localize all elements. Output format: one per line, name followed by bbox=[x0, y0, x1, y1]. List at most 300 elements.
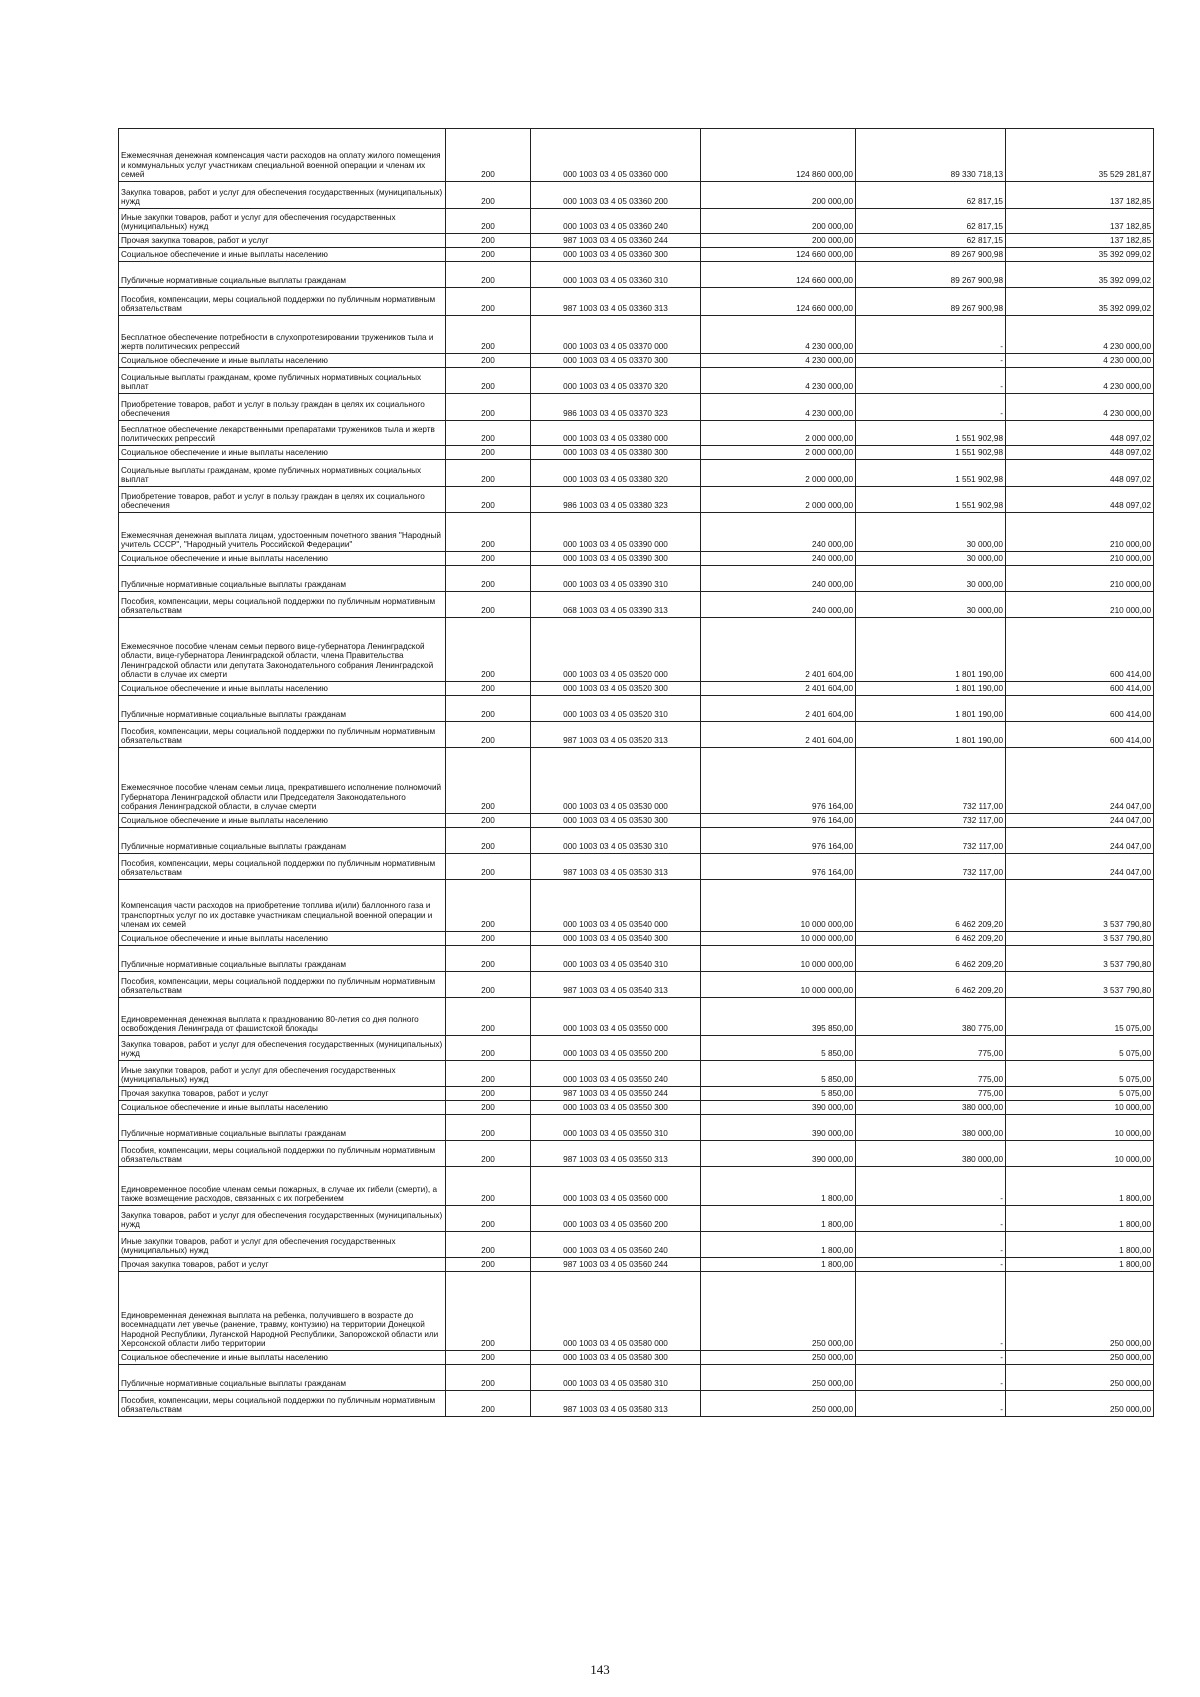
remaining-amount: 210 000,00 bbox=[1006, 592, 1154, 618]
row-name: Публичные нормативные социальные выплаты гражданам bbox=[119, 828, 446, 854]
table-row bbox=[119, 1141, 1154, 1167]
table-row bbox=[119, 1167, 1154, 1206]
approved-amount: 10 000 000,00 bbox=[701, 880, 856, 932]
line-code: 200 bbox=[446, 814, 531, 828]
table-row bbox=[119, 446, 1154, 460]
remaining-amount: 448 097,02 bbox=[1006, 446, 1154, 460]
budget-classification-code: 000 1003 03 4 05 03520 310 bbox=[531, 696, 701, 722]
table-row bbox=[119, 566, 1154, 592]
approved-amount: 10 000 000,00 bbox=[701, 932, 856, 946]
table-row bbox=[119, 1061, 1154, 1087]
remaining-amount: 35 392 099,02 bbox=[1006, 248, 1154, 262]
table-body bbox=[119, 129, 1154, 1417]
row-name: Публичные нормативные социальные выплаты гражданам bbox=[119, 1365, 446, 1391]
budget-classification-code: 000 1003 03 4 05 03560 200 bbox=[531, 1206, 701, 1232]
executed-amount: 1 801 190,00 bbox=[856, 618, 1006, 682]
approved-amount: 240 000,00 bbox=[701, 552, 856, 566]
executed-amount: 89 330 718,13 bbox=[856, 129, 1006, 182]
approved-amount: 124 660 000,00 bbox=[701, 288, 856, 316]
report-sheet bbox=[118, 128, 1154, 1417]
remaining-amount: 600 414,00 bbox=[1006, 618, 1154, 682]
executed-amount: 732 117,00 bbox=[856, 854, 1006, 880]
row-name: Социальное обеспечение и иные выплаты населению bbox=[119, 1351, 446, 1365]
line-code: 200 bbox=[446, 1036, 531, 1061]
row-name: Компенсация части расходов на приобретение топлива и(или) баллонного газа и транспортных услуг по их доставке участникам специальной военной операции и членам их семей bbox=[119, 880, 446, 932]
approved-amount: 124 660 000,00 bbox=[701, 262, 856, 288]
executed-amount: - bbox=[856, 1365, 1006, 1391]
remaining-amount: 5 075,00 bbox=[1006, 1061, 1154, 1087]
line-code: 200 bbox=[446, 262, 531, 288]
approved-amount: 390 000,00 bbox=[701, 1115, 856, 1141]
executed-amount: 1 551 902,98 bbox=[856, 446, 1006, 460]
budget-classification-code: 000 1003 03 4 05 03550 310 bbox=[531, 1115, 701, 1141]
approved-amount: 240 000,00 bbox=[701, 592, 856, 618]
table-row bbox=[119, 998, 1154, 1036]
row-name: Единовременная денежная выплата на ребенка, получившего в возрасте до восемнадцати лет увечье (ранение, травму, контузию) на территории Донецкой Народной Республики, Луганской Народной Республики, Запорожской области или Херсонской области либо территории bbox=[119, 1272, 446, 1351]
remaining-amount: 448 097,02 bbox=[1006, 421, 1154, 446]
budget-classification-code: 000 1003 03 4 05 03360 310 bbox=[531, 262, 701, 288]
row-name: Единовременная денежная выплата к празднованию 80-летия со дня полного освобождения Ленинграда от фашистской блокады bbox=[119, 998, 446, 1036]
row-name: Пособия, компенсации, меры социальной поддержки по публичным нормативным обязательствам bbox=[119, 722, 446, 748]
table-row bbox=[119, 814, 1154, 828]
budget-classification-code: 986 1003 03 4 05 03370 323 bbox=[531, 394, 701, 421]
remaining-amount: 250 000,00 bbox=[1006, 1391, 1154, 1417]
line-code: 200 bbox=[446, 288, 531, 316]
budget-classification-code: 000 1003 03 4 05 03370 300 bbox=[531, 354, 701, 368]
budget-classification-code: 000 1003 03 4 05 03360 300 bbox=[531, 248, 701, 262]
budget-execution-table bbox=[118, 128, 1154, 1417]
executed-amount: 89 267 900,98 bbox=[856, 248, 1006, 262]
line-code: 200 bbox=[446, 1115, 531, 1141]
row-name: Пособия, компенсации, меры социальной поддержки по публичным нормативным обязательствам bbox=[119, 1391, 446, 1417]
executed-amount: - bbox=[856, 354, 1006, 368]
budget-classification-code: 986 1003 03 4 05 03380 323 bbox=[531, 487, 701, 513]
row-name: Ежемесячная денежная компенсация части расходов на оплату жилого помещения и коммунальных услуг участникам специальной военной операции и членам их семей bbox=[119, 129, 446, 182]
executed-amount: 775,00 bbox=[856, 1061, 1006, 1087]
table-row bbox=[119, 129, 1154, 182]
remaining-amount: 137 182,85 bbox=[1006, 209, 1154, 234]
budget-classification-code: 068 1003 03 4 05 03390 313 bbox=[531, 592, 701, 618]
row-name: Социальное обеспечение и иные выплаты населению bbox=[119, 932, 446, 946]
line-code: 200 bbox=[446, 129, 531, 182]
budget-classification-code: 000 1003 03 4 05 03580 000 bbox=[531, 1272, 701, 1351]
budget-classification-code: 000 1003 03 4 05 03540 000 bbox=[531, 880, 701, 932]
table-row bbox=[119, 854, 1154, 880]
row-name: Публичные нормативные социальные выплаты гражданам bbox=[119, 696, 446, 722]
approved-amount: 124 660 000,00 bbox=[701, 248, 856, 262]
remaining-amount: 10 000,00 bbox=[1006, 1115, 1154, 1141]
budget-classification-code: 000 1003 03 4 05 03360 000 bbox=[531, 129, 701, 182]
line-code: 200 bbox=[446, 248, 531, 262]
budget-classification-code: 000 1003 03 4 05 03530 310 bbox=[531, 828, 701, 854]
remaining-amount: 4 230 000,00 bbox=[1006, 316, 1154, 354]
row-name: Пособия, компенсации, меры социальной поддержки по публичным нормативным обязательствам bbox=[119, 1141, 446, 1167]
approved-amount: 250 000,00 bbox=[701, 1272, 856, 1351]
approved-amount: 240 000,00 bbox=[701, 513, 856, 552]
remaining-amount: 3 537 790,80 bbox=[1006, 972, 1154, 998]
remaining-amount: 3 537 790,80 bbox=[1006, 932, 1154, 946]
row-name: Прочая закупка товаров, работ и услуг bbox=[119, 1087, 446, 1101]
table-row bbox=[119, 1391, 1154, 1417]
approved-amount: 250 000,00 bbox=[701, 1351, 856, 1365]
table-row bbox=[119, 262, 1154, 288]
row-name: Приобретение товаров, работ и услуг в пользу граждан в целях их социального обеспечения bbox=[119, 394, 446, 421]
executed-amount: - bbox=[856, 1167, 1006, 1206]
executed-amount: - bbox=[856, 316, 1006, 354]
table-row bbox=[119, 1232, 1154, 1258]
budget-classification-code: 987 1003 03 4 05 03540 313 bbox=[531, 972, 701, 998]
line-code: 200 bbox=[446, 946, 531, 972]
remaining-amount: 250 000,00 bbox=[1006, 1365, 1154, 1391]
row-name: Иные закупки товаров, работ и услуг для обеспечения государственных (муниципальных) нужд bbox=[119, 1232, 446, 1258]
remaining-amount: 4 230 000,00 bbox=[1006, 368, 1154, 394]
approved-amount: 2 401 604,00 bbox=[701, 696, 856, 722]
line-code: 200 bbox=[446, 368, 531, 394]
line-code: 200 bbox=[446, 1258, 531, 1272]
remaining-amount: 244 047,00 bbox=[1006, 828, 1154, 854]
approved-amount: 240 000,00 bbox=[701, 566, 856, 592]
budget-classification-code: 987 1003 03 4 05 03360 313 bbox=[531, 288, 701, 316]
approved-amount: 2 401 604,00 bbox=[701, 618, 856, 682]
budget-classification-code: 000 1003 03 4 05 03540 310 bbox=[531, 946, 701, 972]
remaining-amount: 448 097,02 bbox=[1006, 460, 1154, 487]
approved-amount: 200 000,00 bbox=[701, 234, 856, 248]
row-name: Ежемесячное пособие членам семьи лица, прекратившего исполнение полномочий Губернатора Ленинградской области или Председателя Законодательного собрания Ленинградской области, в случае смерти bbox=[119, 748, 446, 814]
table-row bbox=[119, 368, 1154, 394]
approved-amount: 1 800,00 bbox=[701, 1232, 856, 1258]
approved-amount: 1 800,00 bbox=[701, 1206, 856, 1232]
approved-amount: 2 000 000,00 bbox=[701, 487, 856, 513]
budget-classification-code: 987 1003 03 4 05 03520 313 bbox=[531, 722, 701, 748]
remaining-amount: 250 000,00 bbox=[1006, 1272, 1154, 1351]
approved-amount: 976 164,00 bbox=[701, 828, 856, 854]
approved-amount: 976 164,00 bbox=[701, 748, 856, 814]
budget-classification-code: 000 1003 03 4 05 03550 300 bbox=[531, 1101, 701, 1115]
executed-amount: 1 801 190,00 bbox=[856, 696, 1006, 722]
executed-amount: - bbox=[856, 1232, 1006, 1258]
row-name: Публичные нормативные социальные выплаты гражданам bbox=[119, 1115, 446, 1141]
remaining-amount: 137 182,85 bbox=[1006, 182, 1154, 209]
executed-amount: 30 000,00 bbox=[856, 566, 1006, 592]
approved-amount: 10 000 000,00 bbox=[701, 972, 856, 998]
line-code: 200 bbox=[446, 696, 531, 722]
budget-classification-code: 000 1003 03 4 05 03520 000 bbox=[531, 618, 701, 682]
remaining-amount: 4 230 000,00 bbox=[1006, 394, 1154, 421]
executed-amount: 380 775,00 bbox=[856, 998, 1006, 1036]
line-code: 200 bbox=[446, 880, 531, 932]
remaining-amount: 137 182,85 bbox=[1006, 234, 1154, 248]
row-name: Публичные нормативные социальные выплаты гражданам bbox=[119, 566, 446, 592]
line-code: 200 bbox=[446, 209, 531, 234]
row-name: Закупка товаров, работ и услуг для обеспечения государственных (муниципальных) нужд bbox=[119, 182, 446, 209]
row-name: Бесплатное обеспечение потребности в слухопротезировании тружеников тыла и жертв политических репрессий bbox=[119, 316, 446, 354]
table-row bbox=[119, 946, 1154, 972]
executed-amount: - bbox=[856, 1351, 1006, 1365]
budget-classification-code: 000 1003 03 4 05 03370 000 bbox=[531, 316, 701, 354]
table-row bbox=[119, 1272, 1154, 1351]
approved-amount: 1 800,00 bbox=[701, 1167, 856, 1206]
budget-classification-code: 000 1003 03 4 05 03530 300 bbox=[531, 814, 701, 828]
approved-amount: 4 230 000,00 bbox=[701, 394, 856, 421]
approved-amount: 976 164,00 bbox=[701, 814, 856, 828]
remaining-amount: 448 097,02 bbox=[1006, 487, 1154, 513]
table-row bbox=[119, 552, 1154, 566]
table-row bbox=[119, 460, 1154, 487]
budget-classification-code: 000 1003 03 4 05 03550 200 bbox=[531, 1036, 701, 1061]
executed-amount: 62 817,15 bbox=[856, 234, 1006, 248]
executed-amount: 1 801 190,00 bbox=[856, 722, 1006, 748]
table-row bbox=[119, 618, 1154, 682]
executed-amount: 380 000,00 bbox=[856, 1101, 1006, 1115]
table-row bbox=[119, 1101, 1154, 1115]
line-code: 200 bbox=[446, 487, 531, 513]
executed-amount: 1 551 902,98 bbox=[856, 487, 1006, 513]
executed-amount: 62 817,15 bbox=[856, 209, 1006, 234]
row-name: Приобретение товаров, работ и услуг в пользу граждан в целях их социального обеспечения bbox=[119, 487, 446, 513]
remaining-amount: 10 000,00 bbox=[1006, 1101, 1154, 1115]
approved-amount: 2 000 000,00 bbox=[701, 446, 856, 460]
line-code: 200 bbox=[446, 854, 531, 880]
table-row bbox=[119, 513, 1154, 552]
table-row bbox=[119, 421, 1154, 446]
row-name: Социальное обеспечение и иные выплаты населению bbox=[119, 682, 446, 696]
row-name: Социальное обеспечение и иные выплаты населению bbox=[119, 248, 446, 262]
line-code: 200 bbox=[446, 748, 531, 814]
remaining-amount: 10 000,00 bbox=[1006, 1141, 1154, 1167]
table-row bbox=[119, 1087, 1154, 1101]
executed-amount: 775,00 bbox=[856, 1087, 1006, 1101]
approved-amount: 200 000,00 bbox=[701, 209, 856, 234]
remaining-amount: 35 392 099,02 bbox=[1006, 288, 1154, 316]
budget-classification-code: 000 1003 03 4 05 03560 240 bbox=[531, 1232, 701, 1258]
row-name: Социальное обеспечение и иные выплаты населению bbox=[119, 354, 446, 368]
table-row bbox=[119, 394, 1154, 421]
approved-amount: 2 000 000,00 bbox=[701, 460, 856, 487]
table-row bbox=[119, 316, 1154, 354]
line-code: 200 bbox=[446, 1061, 531, 1087]
line-code: 200 bbox=[446, 1206, 531, 1232]
line-code: 200 bbox=[446, 1272, 531, 1351]
executed-amount: 6 462 209,20 bbox=[856, 946, 1006, 972]
row-name: Иные закупки товаров, работ и услуг для обеспечения государственных (муниципальных) нужд bbox=[119, 1061, 446, 1087]
remaining-amount: 600 414,00 bbox=[1006, 696, 1154, 722]
remaining-amount: 244 047,00 bbox=[1006, 748, 1154, 814]
row-name: Пособия, компенсации, меры социальной поддержки по публичным нормативным обязательствам bbox=[119, 854, 446, 880]
line-code: 200 bbox=[446, 618, 531, 682]
row-name: Социальное обеспечение и иные выплаты населению bbox=[119, 1101, 446, 1115]
executed-amount: 30 000,00 bbox=[856, 552, 1006, 566]
remaining-amount: 3 537 790,80 bbox=[1006, 880, 1154, 932]
line-code: 200 bbox=[446, 460, 531, 487]
approved-amount: 5 850,00 bbox=[701, 1087, 856, 1101]
approved-amount: 4 230 000,00 bbox=[701, 316, 856, 354]
budget-classification-code: 000 1003 03 4 05 03360 200 bbox=[531, 182, 701, 209]
remaining-amount: 600 414,00 bbox=[1006, 722, 1154, 748]
remaining-amount: 210 000,00 bbox=[1006, 513, 1154, 552]
executed-amount: 30 000,00 bbox=[856, 592, 1006, 618]
row-name: Закупка товаров, работ и услуг для обеспечения государственных (муниципальных) нужд bbox=[119, 1036, 446, 1061]
executed-amount: 30 000,00 bbox=[856, 513, 1006, 552]
line-code: 200 bbox=[446, 972, 531, 998]
line-code: 200 bbox=[446, 592, 531, 618]
row-name: Пособия, компенсации, меры социальной поддержки по публичным нормативным обязательствам bbox=[119, 288, 446, 316]
table-row bbox=[119, 592, 1154, 618]
table-row bbox=[119, 880, 1154, 932]
line-code: 200 bbox=[446, 354, 531, 368]
row-name: Бесплатное обеспечение лекарственными препаратами тружеников тыла и жертв политических репрессий bbox=[119, 421, 446, 446]
table-row bbox=[119, 354, 1154, 368]
line-code: 200 bbox=[446, 1365, 531, 1391]
approved-amount: 395 850,00 bbox=[701, 998, 856, 1036]
budget-classification-code: 000 1003 03 4 05 03390 000 bbox=[531, 513, 701, 552]
budget-classification-code: 000 1003 03 4 05 03520 300 bbox=[531, 682, 701, 696]
table-row bbox=[119, 288, 1154, 316]
table-row bbox=[119, 682, 1154, 696]
table-row bbox=[119, 1115, 1154, 1141]
approved-amount: 250 000,00 bbox=[701, 1391, 856, 1417]
budget-classification-code: 987 1003 03 4 05 03550 313 bbox=[531, 1141, 701, 1167]
executed-amount: 732 117,00 bbox=[856, 748, 1006, 814]
remaining-amount: 4 230 000,00 bbox=[1006, 354, 1154, 368]
budget-classification-code: 000 1003 03 4 05 03390 310 bbox=[531, 566, 701, 592]
line-code: 200 bbox=[446, 1087, 531, 1101]
executed-amount: 380 000,00 bbox=[856, 1141, 1006, 1167]
line-code: 200 bbox=[446, 552, 531, 566]
line-code: 200 bbox=[446, 828, 531, 854]
executed-amount: 380 000,00 bbox=[856, 1115, 1006, 1141]
line-code: 200 bbox=[446, 682, 531, 696]
remaining-amount: 210 000,00 bbox=[1006, 552, 1154, 566]
budget-classification-code: 000 1003 03 4 05 03360 240 bbox=[531, 209, 701, 234]
approved-amount: 5 850,00 bbox=[701, 1036, 856, 1061]
line-code: 200 bbox=[446, 566, 531, 592]
row-name: Прочая закупка товаров, работ и услуг bbox=[119, 1258, 446, 1272]
remaining-amount: 1 800,00 bbox=[1006, 1206, 1154, 1232]
table-row bbox=[119, 972, 1154, 998]
row-name: Единовременное пособие членам семьи пожарных, в случае их гибели (смерти), а также возмещение расходов, связанных с их погребением bbox=[119, 1167, 446, 1206]
row-name: Прочая закупка товаров, работ и услуг bbox=[119, 234, 446, 248]
table-row bbox=[119, 1206, 1154, 1232]
remaining-amount: 3 537 790,80 bbox=[1006, 946, 1154, 972]
table-row bbox=[119, 828, 1154, 854]
executed-amount: - bbox=[856, 368, 1006, 394]
executed-amount: 89 267 900,98 bbox=[856, 288, 1006, 316]
row-name: Иные закупки товаров, работ и услуг для обеспечения государственных (муниципальных) нужд bbox=[119, 209, 446, 234]
budget-classification-code: 000 1003 03 4 05 03390 300 bbox=[531, 552, 701, 566]
executed-amount: 775,00 bbox=[856, 1036, 1006, 1061]
line-code: 200 bbox=[446, 1351, 531, 1365]
page-number: 143 bbox=[590, 1662, 610, 1677]
approved-amount: 2 401 604,00 bbox=[701, 682, 856, 696]
table-row bbox=[119, 748, 1154, 814]
budget-classification-code: 000 1003 03 4 05 03380 320 bbox=[531, 460, 701, 487]
row-name: Ежемесячная денежная выплата лицам, удостоенным почетного звания "Народный учитель СССР", "Народный учитель Российской Федерации" bbox=[119, 513, 446, 552]
table-row bbox=[119, 1365, 1154, 1391]
executed-amount: 1 551 902,98 bbox=[856, 460, 1006, 487]
executed-amount: 62 817,15 bbox=[856, 182, 1006, 209]
table-row bbox=[119, 182, 1154, 209]
table-row bbox=[119, 1258, 1154, 1272]
executed-amount: - bbox=[856, 1391, 1006, 1417]
line-code: 200 bbox=[446, 1101, 531, 1115]
approved-amount: 4 230 000,00 bbox=[701, 368, 856, 394]
approved-amount: 2 401 604,00 bbox=[701, 722, 856, 748]
remaining-amount: 5 075,00 bbox=[1006, 1036, 1154, 1061]
remaining-amount: 600 414,00 bbox=[1006, 682, 1154, 696]
executed-amount: - bbox=[856, 1272, 1006, 1351]
line-code: 200 bbox=[446, 421, 531, 446]
line-code: 200 bbox=[446, 722, 531, 748]
budget-classification-code: 987 1003 03 4 05 03530 313 bbox=[531, 854, 701, 880]
budget-classification-code: 000 1003 03 4 05 03380 300 bbox=[531, 446, 701, 460]
line-code: 200 bbox=[446, 234, 531, 248]
table-row bbox=[119, 1351, 1154, 1365]
remaining-amount: 35 392 099,02 bbox=[1006, 262, 1154, 288]
executed-amount: 6 462 209,20 bbox=[856, 880, 1006, 932]
approved-amount: 976 164,00 bbox=[701, 854, 856, 880]
row-name: Социальные выплаты гражданам, кроме публичных нормативных социальных выплат bbox=[119, 368, 446, 394]
table-row bbox=[119, 696, 1154, 722]
line-code: 200 bbox=[446, 1232, 531, 1258]
approved-amount: 1 800,00 bbox=[701, 1258, 856, 1272]
row-name: Пособия, компенсации, меры социальной поддержки по публичным нормативным обязательствам bbox=[119, 592, 446, 618]
line-code: 200 bbox=[446, 1141, 531, 1167]
budget-classification-code: 987 1003 03 4 05 03580 313 bbox=[531, 1391, 701, 1417]
line-code: 200 bbox=[446, 316, 531, 354]
budget-classification-code: 000 1003 03 4 05 03380 000 bbox=[531, 421, 701, 446]
table-row bbox=[119, 234, 1154, 248]
remaining-amount: 244 047,00 bbox=[1006, 854, 1154, 880]
row-name: Социальное обеспечение и иные выплаты населению bbox=[119, 552, 446, 566]
remaining-amount: 244 047,00 bbox=[1006, 814, 1154, 828]
budget-classification-code: 000 1003 03 4 05 03580 300 bbox=[531, 1351, 701, 1365]
line-code: 200 bbox=[446, 182, 531, 209]
executed-amount: - bbox=[856, 394, 1006, 421]
table-row bbox=[119, 209, 1154, 234]
executed-amount: 732 117,00 bbox=[856, 814, 1006, 828]
table-row bbox=[119, 1036, 1154, 1061]
approved-amount: 390 000,00 bbox=[701, 1101, 856, 1115]
line-code: 200 bbox=[446, 1167, 531, 1206]
budget-classification-code: 000 1003 03 4 05 03580 310 bbox=[531, 1365, 701, 1391]
row-name: Публичные нормативные социальные выплаты гражданам bbox=[119, 946, 446, 972]
row-name: Закупка товаров, работ и услуг для обеспечения государственных (муниципальных) нужд bbox=[119, 1206, 446, 1232]
budget-classification-code: 000 1003 03 4 05 03550 240 bbox=[531, 1061, 701, 1087]
line-code: 200 bbox=[446, 394, 531, 421]
row-name: Ежемесячное пособие членам семьи первого вице-губернатора Ленинградской области, вице-губернатора Ленинградской области, члена Правительства Ленинградской области или депутата Законодательного собрания Ленинградской области в случае их смерти bbox=[119, 618, 446, 682]
approved-amount: 4 230 000,00 bbox=[701, 354, 856, 368]
row-name: Социальные выплаты гражданам, кроме публичных нормативных социальных выплат bbox=[119, 460, 446, 487]
approved-amount: 5 850,00 bbox=[701, 1061, 856, 1087]
remaining-amount: 1 800,00 bbox=[1006, 1258, 1154, 1272]
remaining-amount: 210 000,00 bbox=[1006, 566, 1154, 592]
line-code: 200 bbox=[446, 1391, 531, 1417]
row-name: Социальное обеспечение и иные выплаты населению bbox=[119, 814, 446, 828]
line-code: 200 bbox=[446, 513, 531, 552]
executed-amount: 732 117,00 bbox=[856, 828, 1006, 854]
row-name: Пособия, компенсации, меры социальной поддержки по публичным нормативным обязательствам bbox=[119, 972, 446, 998]
executed-amount: 89 267 900,98 bbox=[856, 262, 1006, 288]
budget-classification-code: 987 1003 03 4 05 03360 244 bbox=[531, 234, 701, 248]
line-code: 200 bbox=[446, 998, 531, 1036]
approved-amount: 10 000 000,00 bbox=[701, 946, 856, 972]
executed-amount: - bbox=[856, 1206, 1006, 1232]
table-row bbox=[119, 487, 1154, 513]
budget-classification-code: 987 1003 03 4 05 03550 244 bbox=[531, 1087, 701, 1101]
remaining-amount: 15 075,00 bbox=[1006, 998, 1154, 1036]
table-row bbox=[119, 932, 1154, 946]
approved-amount: 2 000 000,00 bbox=[701, 421, 856, 446]
